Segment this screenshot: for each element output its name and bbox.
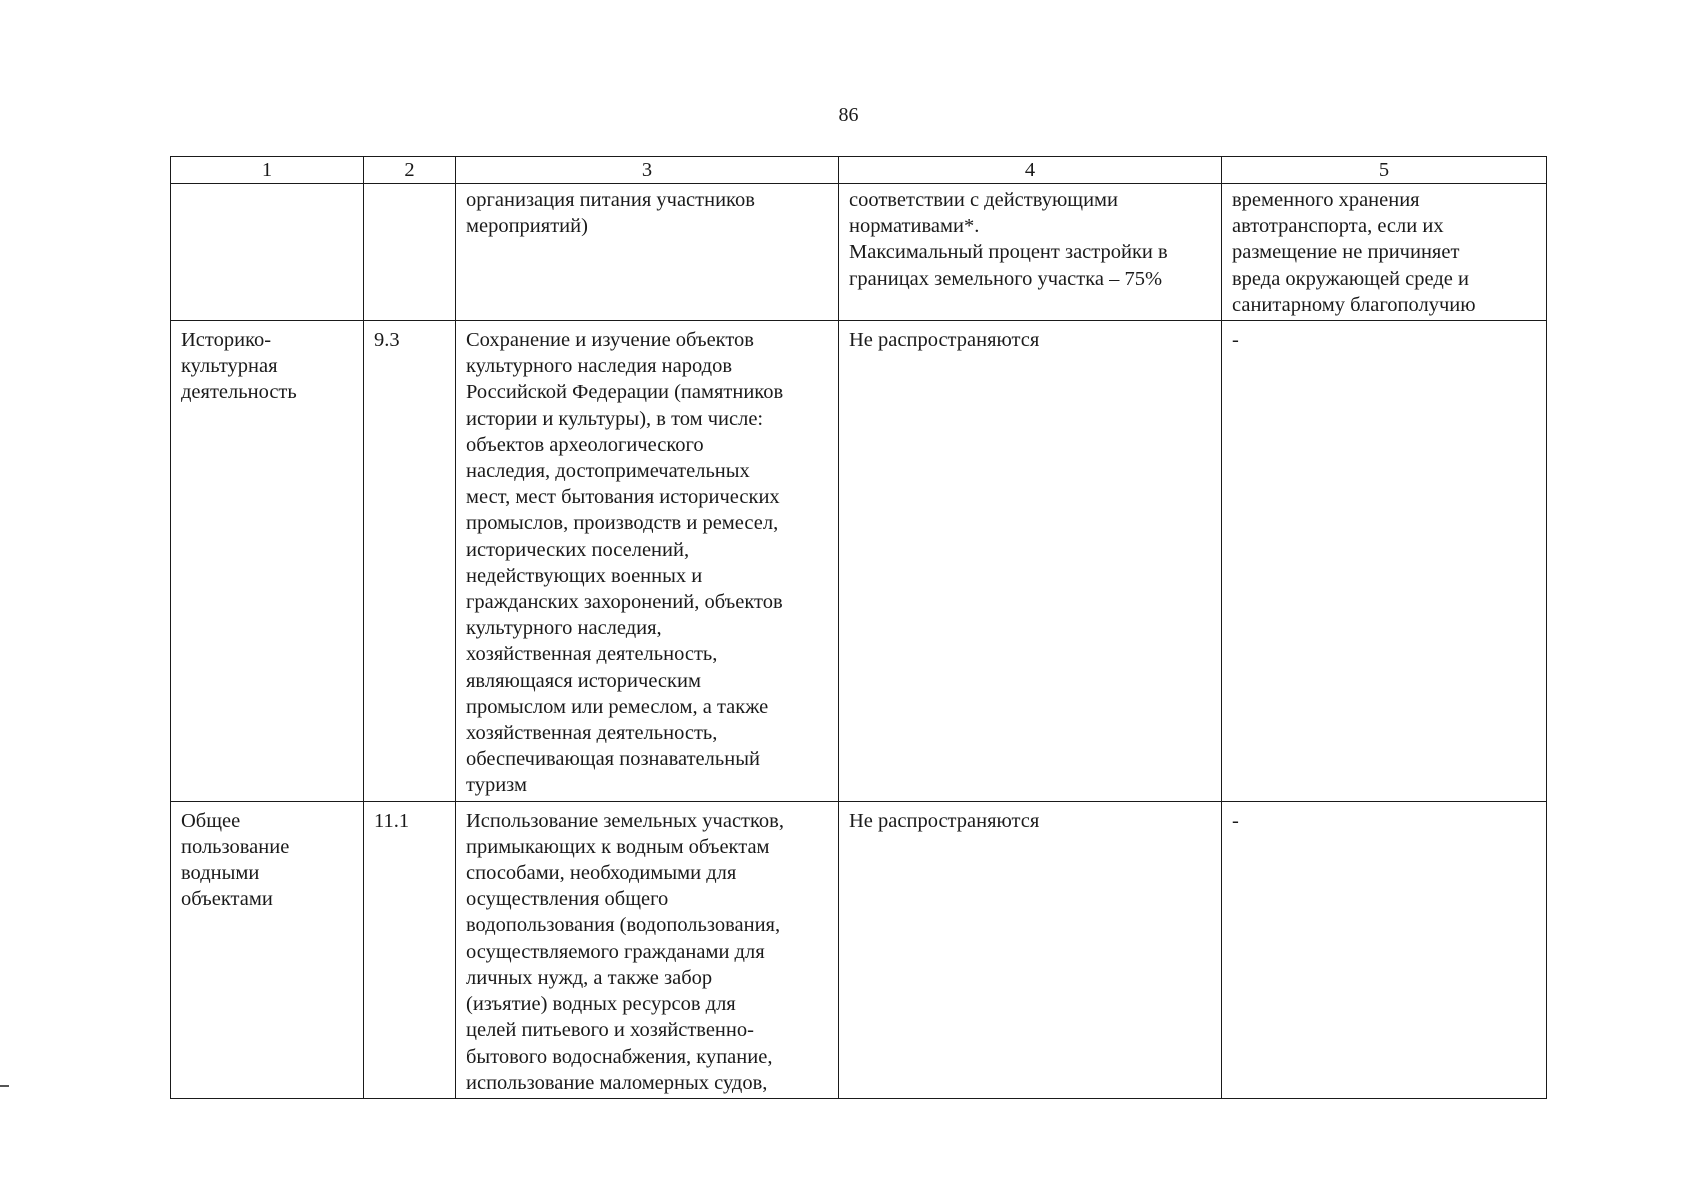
column-header-2: 2: [364, 157, 456, 184]
usage-code-cell: [364, 184, 456, 321]
usage-type-cell: Историко- культурная деятельность: [171, 321, 364, 802]
column-header-4: 4: [839, 157, 1222, 184]
usage-description-cell: Сохранение и изучение объектов культурного наследия народов Российской Федерации (памятников истории и культуры), в том числе: объектов археологического наследия, достопримечательных мест, мест бытования исторических промыслов, производств и ремесел, исторических поселений, недействующих военных и гражданских захоронений, объектов культурного наследия, хозяйственная деятельность, являющаяся историческим промыслом или ремеслом, а также хозяйственная деятельность, обеспечивающая познавательный туризм: [456, 321, 839, 802]
scan-edge-mark: [0, 1085, 9, 1087]
restrictions-cell: временного хранения автотранспорта, если их размещение не причиняет вреда окружающей среде и санитарному благополучию: [1222, 184, 1547, 321]
usage-type-cell: Общее пользование водными объектами: [171, 801, 364, 1098]
parameters-cell: соответствии с действующими нормативами*. Максимальный процент застройки в границах земельного участка – 75%: [839, 184, 1222, 321]
table-row: [171, 321, 1547, 802]
table-row: [171, 801, 1547, 1098]
usage-type-cell: [171, 184, 364, 321]
restrictions-cell: -: [1222, 801, 1547, 1098]
column-header-3: 3: [456, 157, 839, 184]
regulations-table: [170, 156, 1547, 1099]
usage-code-cell: 11.1: [364, 801, 456, 1098]
parameters-cell: Не распространяются: [839, 801, 1222, 1098]
usage-code-cell: 9.3: [364, 321, 456, 802]
parameters-cell: Не распространяются: [839, 321, 1222, 802]
column-header-1: 1: [171, 157, 364, 184]
restrictions-cell: -: [1222, 321, 1547, 802]
page-number: 86: [838, 104, 859, 126]
table-header-row: [171, 157, 1547, 184]
usage-description-cell: организация питания участников мероприятий): [456, 184, 839, 321]
usage-description-cell: Использование земельных участков, примыкающих к водным объектам способами, необходимыми для осуществления общего водопользования (водопользования, осуществляемого гражданами для личных нужд, а также забор (изъятие) водных ресурсов для целей питьевого и хозяйственно- бытового водоснабжения, купание, использование маломерных судов,: [456, 801, 839, 1098]
column-header-5: 5: [1222, 157, 1547, 184]
table-row: [171, 184, 1547, 321]
